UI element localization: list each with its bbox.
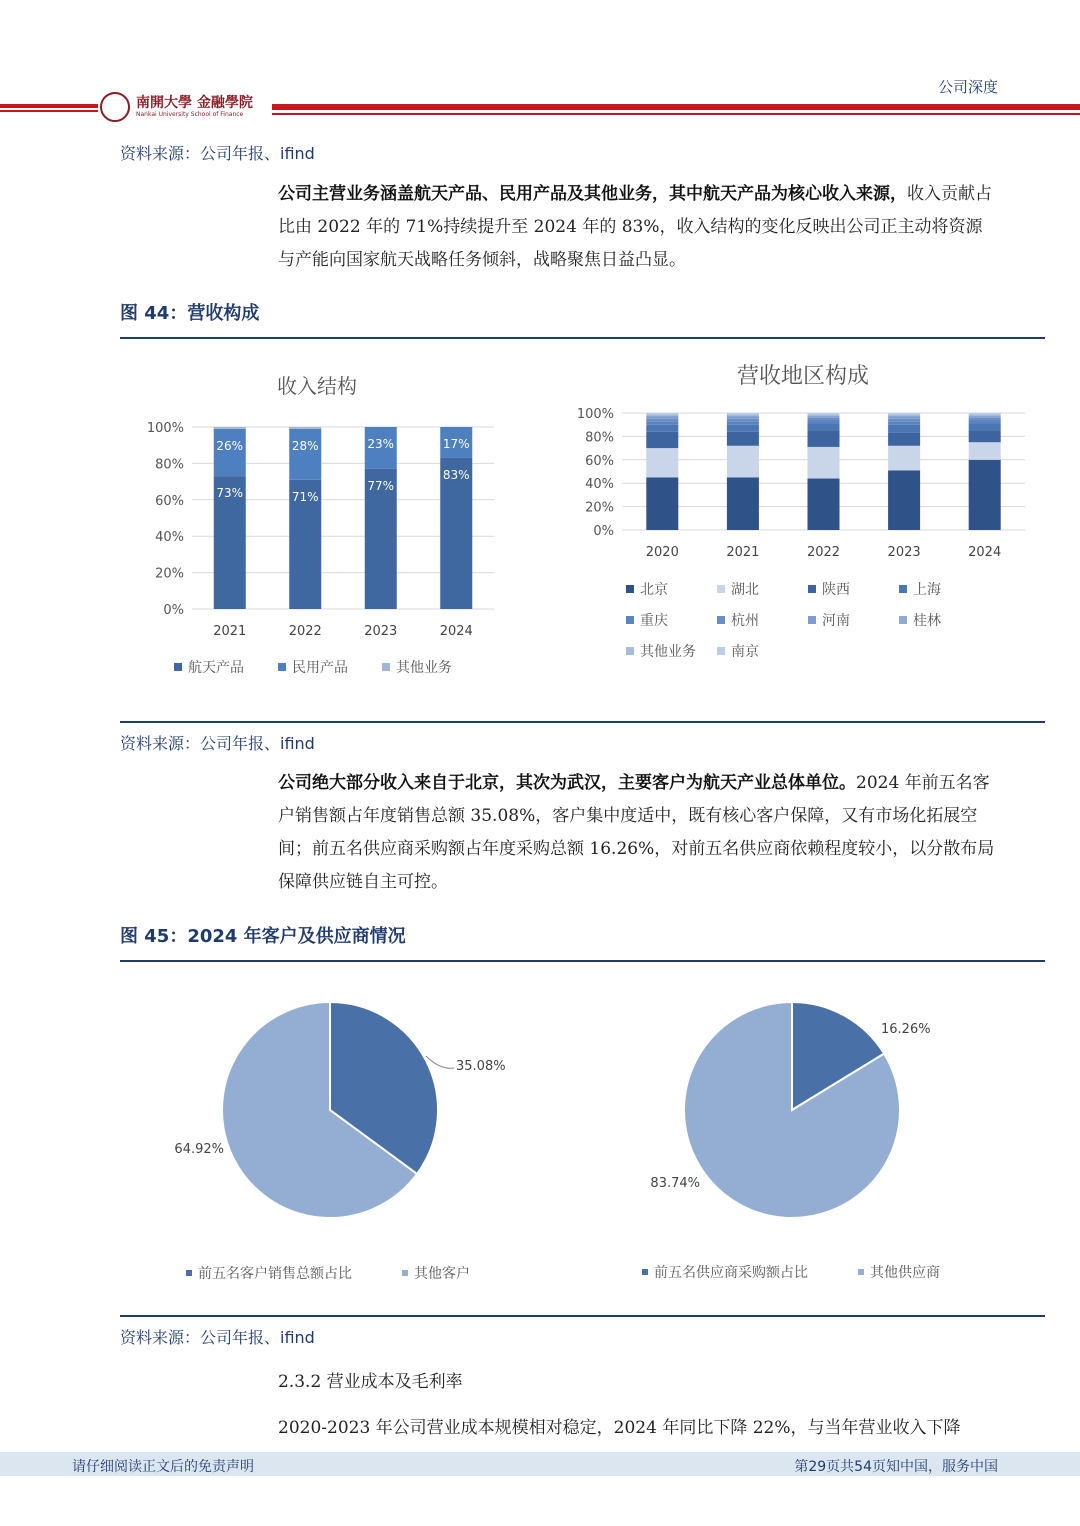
x-tick-label: 2024 — [439, 624, 473, 639]
bar-segment — [888, 419, 920, 421]
bar-segment — [727, 415, 759, 416]
chart-title: 收入结构 — [277, 374, 357, 398]
bar-segment — [646, 421, 678, 425]
paragraph-revenue-structure — [278, 178, 998, 277]
bar-segment — [888, 446, 920, 471]
y-tick-label: 0% — [163, 603, 184, 618]
footer-disclaimer: 请仔细阅读正文后的免责声明 — [72, 1459, 254, 1475]
legend-item: 湖北 — [731, 582, 759, 598]
bar-segment — [727, 413, 759, 414]
bar-segment — [646, 477, 678, 530]
bar-segment — [808, 447, 840, 479]
legend-item: 上海 — [913, 582, 941, 598]
y-tick-label: 20% — [155, 566, 184, 582]
y-tick-label: 20% — [585, 500, 614, 516]
bar-segment — [969, 414, 1001, 415]
legend-swatch — [626, 616, 634, 624]
report-type-label: 公司深度 — [937, 78, 998, 96]
bar-segment — [646, 415, 678, 416]
bar-segment — [969, 417, 1001, 418]
legend-swatch — [186, 1270, 192, 1276]
data-label: 28% — [291, 438, 319, 453]
bar-segment — [888, 421, 920, 425]
bar-segment — [646, 413, 678, 414]
bar-segment — [808, 413, 840, 414]
bar-segment — [727, 414, 759, 415]
x-tick-label: 2021 — [213, 624, 247, 639]
legend-swatch — [858, 1269, 864, 1275]
bar-segment — [808, 418, 840, 420]
legend-item: 其他客户 — [414, 1266, 470, 1282]
bar-segment — [727, 425, 759, 432]
label-leader-line — [426, 1056, 454, 1068]
bar-segment — [969, 424, 1001, 431]
bar-segment — [727, 477, 759, 530]
y-tick-label: 80% — [155, 457, 184, 473]
source-note-1: 资料来源：公司年报、ifind — [120, 144, 315, 163]
footer-page-info: 第29页共54页知中国，服务中国 — [794, 1459, 998, 1475]
bar-segment — [646, 414, 678, 415]
chart-revenue-structure — [110, 355, 530, 695]
x-tick-label: 2022 — [288, 624, 322, 639]
data-label: 17% — [442, 437, 470, 451]
figure-45-top-rule — [120, 960, 1045, 962]
bar-segment — [214, 427, 246, 429]
data-label: 26% — [216, 438, 244, 453]
figure-44-title: 图 44：营收构成 — [120, 303, 260, 324]
bar-segment — [808, 479, 840, 530]
legend-item: 其他业务 — [396, 660, 452, 676]
bar-segment — [808, 417, 840, 418]
legend-item: 民用产品 — [292, 660, 348, 676]
bar-segment — [888, 415, 920, 416]
figure-45-title: 图 45：2024 年客户及供应商情况 — [120, 926, 406, 947]
bar-segment — [969, 431, 1001, 443]
legend-item: 重庆 — [640, 613, 668, 629]
chart-supplier-pie — [620, 980, 1020, 1290]
header-red-line-right-thin — [272, 113, 1080, 115]
bar-segment — [727, 446, 759, 478]
x-tick-label: 2023 — [887, 545, 921, 560]
bar-segment — [808, 415, 840, 416]
legend-item: 陕西 — [822, 582, 850, 598]
bar-segment — [289, 427, 321, 429]
bar-segment — [888, 417, 920, 419]
bar-segment — [969, 420, 1001, 424]
pie-value-label: 16.26% — [881, 1022, 931, 1037]
y-tick-label: 40% — [155, 530, 184, 546]
bar-segment — [646, 417, 678, 419]
bar-segment — [888, 414, 920, 415]
bar-segment — [289, 429, 321, 480]
x-tick-label: 2022 — [806, 545, 841, 560]
y-tick-label: 80% — [585, 430, 614, 446]
bar-segment — [727, 432, 759, 446]
chart-revenue-region — [560, 350, 1045, 670]
logo-cn-text: 南開大學 金融學院 — [136, 95, 253, 111]
bar-segment — [727, 419, 759, 421]
legend-swatch — [808, 616, 816, 624]
bar-segment — [969, 418, 1001, 420]
legend-item: 前五名客户销售总额占比 — [198, 1266, 352, 1282]
legend-swatch — [626, 647, 634, 655]
legend-swatch — [899, 585, 907, 593]
x-tick-label: 2024 — [968, 545, 1002, 560]
pie-value-label: 35.08% — [456, 1059, 506, 1074]
bar-segment — [808, 420, 840, 424]
figure-45-bottom-rule — [120, 1315, 1045, 1317]
legend-item: 航天产品 — [188, 660, 244, 676]
y-tick-label: 40% — [585, 477, 614, 493]
legend-swatch — [642, 1269, 648, 1275]
figure-44-bottom-rule — [120, 721, 1045, 723]
bar-segment — [888, 425, 920, 433]
data-label: 73% — [216, 486, 244, 501]
section-text: 2020-2023 年公司营业成本规模相对稳定，2024 年同比下降 22%，与当年营业收入下降 — [278, 1418, 961, 1438]
data-label: 83% — [442, 467, 470, 482]
bar-segment — [727, 421, 759, 425]
legend-swatch — [278, 663, 286, 671]
paragraph-rest: 2024 年前五名客户销售额占年度销售总额 35.08%，客户集中度适中，既有核心客户保障，又有市场化拓展空间；前五名供应商采购额占年度采购总额 16.26%，对前五名供应商依赖程度较小，以分散布局保障供应链自主可控。 — [278, 773, 995, 892]
legend-swatch — [174, 663, 182, 671]
legend-item: 其他业务 — [640, 644, 696, 660]
header-red-line-left — [0, 104, 98, 108]
legend-item: 河南 — [822, 613, 850, 629]
data-label: 71% — [291, 489, 319, 504]
data-label: 77% — [367, 478, 395, 493]
bar-segment — [727, 417, 759, 419]
paragraph-bold: 公司绝大部分收入来自于北京，其次为武汉，主要客户为航天产业总体单位。 — [278, 773, 856, 793]
legend-swatch — [717, 616, 725, 624]
header-red-line-right — [272, 104, 1080, 110]
legend-swatch — [717, 647, 725, 655]
source-note-2: 资料来源：公司年报、ifind — [120, 734, 315, 753]
legend-swatch — [899, 616, 907, 624]
chart-title: 营收地区构成 — [736, 364, 870, 389]
legend-item: 其他供应商 — [870, 1265, 940, 1281]
bar-segment — [808, 414, 840, 415]
legend-item: 北京 — [640, 582, 668, 598]
paragraph-bold: 公司主营业务涵盖航天产品、民用产品及其他业务，其中航天产品为核心收入来源， — [278, 184, 907, 204]
figure-44-top-rule — [120, 337, 1045, 339]
x-tick-label: 2021 — [726, 545, 760, 560]
pie-value-label: 64.92% — [174, 1142, 224, 1157]
x-tick-label: 2020 — [645, 545, 679, 560]
pie-value-label: 83.74% — [650, 1176, 700, 1191]
paragraph-rest: 收入贡献占比由 2022 年的 71%持续提升至 2024 年的 83%，收入结构的变化反映出公司正主动将资源与产能向国家航天战略任务倾斜，战略聚焦日益凸显。 — [278, 184, 992, 270]
paragraph-customers-suppliers — [278, 767, 998, 899]
bar-segment — [888, 433, 920, 446]
y-tick-label: 60% — [585, 453, 614, 469]
bar-segment — [808, 424, 840, 431]
header-red-line-left-thin — [0, 110, 98, 112]
legend-swatch — [626, 585, 634, 593]
source-note-3: 资料来源：公司年报、ifind — [120, 1328, 315, 1347]
bar-segment — [646, 448, 678, 477]
bar-segment — [808, 431, 840, 447]
x-tick-label: 2023 — [364, 624, 398, 639]
bar-segment — [888, 413, 920, 414]
legend-item: 前五名供应商采购额占比 — [654, 1265, 808, 1281]
legend-swatch — [402, 1270, 408, 1276]
legend-item: 南京 — [731, 644, 759, 660]
legend-swatch — [808, 585, 816, 593]
bar-segment — [646, 425, 678, 432]
bar-segment — [969, 442, 1001, 460]
bar-segment — [646, 419, 678, 421]
y-tick-label: 100% — [146, 421, 184, 436]
section-heading: 2.3.2 营业成本及毛利率 — [278, 1372, 463, 1392]
bar-segment — [646, 432, 678, 448]
data-label: 23% — [367, 437, 395, 451]
bar-segment — [969, 413, 1001, 414]
bar-segment — [969, 460, 1001, 530]
legend-swatch — [717, 585, 725, 593]
chart-customer-pie — [150, 980, 550, 1290]
y-tick-label: 0% — [593, 524, 614, 539]
legend-item: 杭州 — [731, 613, 759, 629]
legend-swatch — [382, 663, 390, 671]
logo-en-text: Nankai University School of Finance — [136, 111, 244, 118]
bar-segment — [888, 470, 920, 530]
university-logo — [100, 92, 253, 122]
bar-segment — [969, 415, 1001, 416]
legend-item: 桂林 — [913, 613, 941, 629]
seal-icon — [100, 92, 130, 122]
y-tick-label: 60% — [155, 493, 184, 509]
y-tick-label: 100% — [576, 407, 614, 422]
